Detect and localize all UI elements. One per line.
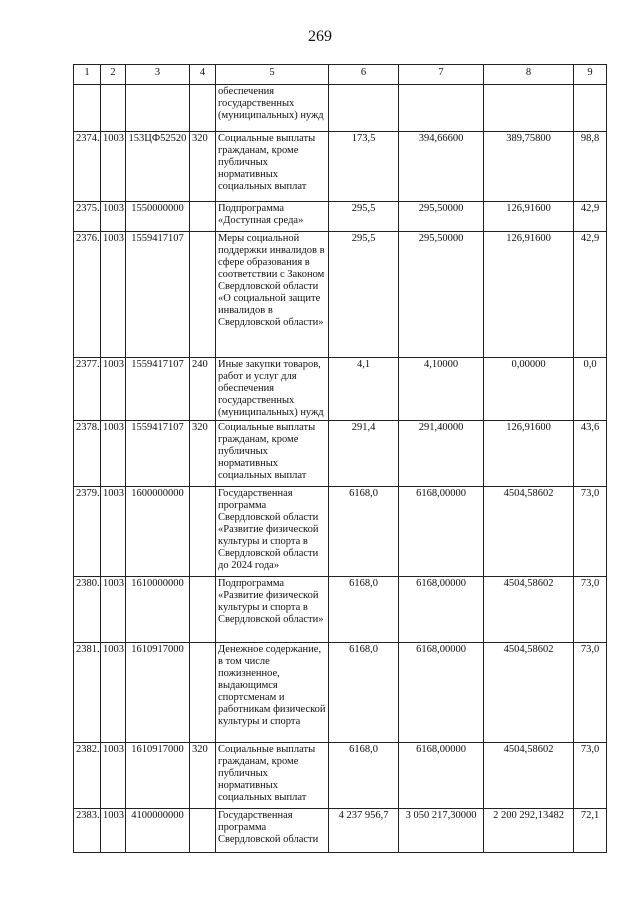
section-code-cell: 1003 xyxy=(101,232,126,358)
target-article-cell: 1610917000 xyxy=(126,743,190,809)
percent-cell: 43,6 xyxy=(574,421,607,487)
target-article-cell xyxy=(126,85,190,132)
percent-cell: 73,0 xyxy=(574,487,607,577)
refined-plan-cell: 6168,00000 xyxy=(399,577,484,643)
executed-amount-cell: 4504,58602 xyxy=(484,487,574,577)
refined-plan-cell: 295,50000 xyxy=(399,232,484,358)
plan-amount-cell: 295,5 xyxy=(329,232,399,358)
plan-amount-cell: 6168,0 xyxy=(329,643,399,743)
column-header: 7 xyxy=(399,65,484,85)
expense-type-cell: 320 xyxy=(190,421,216,487)
plan-amount-cell: 173,5 xyxy=(329,132,399,202)
refined-plan-cell: 3 050 217,30000 xyxy=(399,809,484,853)
plan-amount-cell: 295,5 xyxy=(329,202,399,232)
refined-plan-cell xyxy=(399,85,484,132)
page-number: 269 xyxy=(308,28,332,45)
percent-cell: 73,0 xyxy=(574,577,607,643)
executed-amount-cell: 389,75800 xyxy=(484,132,574,202)
table-row xyxy=(74,487,607,577)
expense-type-cell xyxy=(190,809,216,853)
section-code-cell: 1003 xyxy=(101,643,126,743)
percent-cell: 73,0 xyxy=(574,643,607,743)
column-header: 6 xyxy=(329,65,399,85)
description-cell: Подпрограмма «Доступная среда» xyxy=(216,202,329,232)
percent-cell: 72,1 xyxy=(574,809,607,853)
refined-plan-cell: 4,10000 xyxy=(399,358,484,421)
executed-amount-cell: 4504,58602 xyxy=(484,743,574,809)
column-header: 3 xyxy=(126,65,190,85)
section-code-cell: 1003 xyxy=(101,487,126,577)
expense-type-cell xyxy=(190,85,216,132)
target-article-cell: 1610000000 xyxy=(126,577,190,643)
table-row xyxy=(74,358,607,421)
refined-plan-cell: 6168,00000 xyxy=(399,487,484,577)
expense-type-cell: 320 xyxy=(190,743,216,809)
plan-amount-cell: 6168,0 xyxy=(329,577,399,643)
section-code-cell: 1003 xyxy=(101,809,126,853)
description-cell: Социальные выплаты гражданам, кроме публичных нормативных социальных выплат xyxy=(216,743,329,809)
refined-plan-cell: 394,66600 xyxy=(399,132,484,202)
row-number-cell xyxy=(74,85,101,132)
plan-amount-cell: 4 237 956,7 xyxy=(329,809,399,853)
section-code-cell: 1003 xyxy=(101,421,126,487)
percent-cell: 73,0 xyxy=(574,743,607,809)
description-cell: Подпрограмма «Развитие физической культуры и спорта в Свердловской области» xyxy=(216,577,329,643)
executed-amount-cell: 126,91600 xyxy=(484,202,574,232)
description-cell: Иные закупки товаров, работ и услуг для обеспечения государственных (муниципальных) нужд xyxy=(216,358,329,421)
section-code-cell: 1003 xyxy=(101,202,126,232)
column-header: 5 xyxy=(216,65,329,85)
refined-plan-cell: 6168,00000 xyxy=(399,743,484,809)
executed-amount-cell: 126,91600 xyxy=(484,421,574,487)
description-cell: Государственная программа Свердловской области xyxy=(216,809,329,853)
row-number-cell: 2380. xyxy=(74,577,101,643)
percent-cell: 42,9 xyxy=(574,202,607,232)
percent-cell: 0,0 xyxy=(574,358,607,421)
description-cell: Денежное содержание, в том числе пожизненное, выдающимся спортсменам и работникам физической культуры и спорта xyxy=(216,643,329,743)
expense-type-cell: 320 xyxy=(190,132,216,202)
row-number-cell: 2376. xyxy=(74,232,101,358)
section-code-cell: 1003 xyxy=(101,358,126,421)
section-code-cell: 1003 xyxy=(101,743,126,809)
table-row xyxy=(74,232,607,358)
column-header: 9 xyxy=(574,65,607,85)
refined-plan-cell: 295,50000 xyxy=(399,202,484,232)
target-article-cell: 4100000000 xyxy=(126,809,190,853)
target-article-cell: 1600000000 xyxy=(126,487,190,577)
header-row xyxy=(74,65,607,85)
row-number-cell: 2375. xyxy=(74,202,101,232)
target-article-cell: 1550000000 xyxy=(126,202,190,232)
description-cell: обеспечения государственных (муниципальных) нужд xyxy=(216,85,329,132)
plan-amount-cell: 6168,0 xyxy=(329,487,399,577)
target-article-cell: 1559417107 xyxy=(126,358,190,421)
row-number-cell: 2383. xyxy=(74,809,101,853)
row-number-cell: 2381. xyxy=(74,643,101,743)
refined-plan-cell: 291,40000 xyxy=(399,421,484,487)
percent-cell: 98,8 xyxy=(574,132,607,202)
table-row xyxy=(74,809,607,853)
expense-type-cell xyxy=(190,577,216,643)
table-row xyxy=(74,577,607,643)
expense-type-cell xyxy=(190,202,216,232)
description-cell: Государственная программа Свердловской области «Развитие физической культуры и спорта в Свердловской области до 2024 года» xyxy=(216,487,329,577)
column-header: 8 xyxy=(484,65,574,85)
section-code-cell: 1003 xyxy=(101,132,126,202)
section-code-cell: 1003 xyxy=(101,577,126,643)
table-row xyxy=(74,743,607,809)
target-article-cell: 153ЦФ52520 xyxy=(126,132,190,202)
table-row xyxy=(74,85,607,132)
column-header: 4 xyxy=(190,65,216,85)
table-row xyxy=(74,132,607,202)
expense-type-cell xyxy=(190,232,216,358)
row-number-cell: 2379. xyxy=(74,487,101,577)
refined-plan-cell: 6168,00000 xyxy=(399,643,484,743)
table-row xyxy=(74,643,607,743)
target-article-cell: 1559417107 xyxy=(126,232,190,358)
table-row xyxy=(74,202,607,232)
executed-amount-cell: 126,91600 xyxy=(484,232,574,358)
expense-type-cell xyxy=(190,643,216,743)
table-row xyxy=(74,421,607,487)
plan-amount-cell: 291,4 xyxy=(329,421,399,487)
executed-amount-cell xyxy=(484,85,574,132)
description-cell: Меры социальной поддержки инвалидов в сфере образования в соответствии с Законом Свердловской области «О социальной защите инвалидов в Свердловской области» xyxy=(216,232,329,358)
column-header: 1 xyxy=(74,65,101,85)
executed-amount-cell: 4504,58602 xyxy=(484,577,574,643)
row-number-cell: 2378. xyxy=(74,421,101,487)
percent-cell: 42,9 xyxy=(574,232,607,358)
executed-amount-cell: 0,00000 xyxy=(484,358,574,421)
row-number-cell: 2374. xyxy=(74,132,101,202)
plan-amount-cell: 4,1 xyxy=(329,358,399,421)
plan-amount-cell xyxy=(329,85,399,132)
description-cell: Социальные выплаты гражданам, кроме публичных нормативных социальных выплат xyxy=(216,132,329,202)
description-cell: Социальные выплаты гражданам, кроме публичных нормативных социальных выплат xyxy=(216,421,329,487)
expense-type-cell xyxy=(190,487,216,577)
target-article-cell: 1559417107 xyxy=(126,421,190,487)
expense-type-cell: 240 xyxy=(190,358,216,421)
row-number-cell: 2382. xyxy=(74,743,101,809)
percent-cell xyxy=(574,85,607,132)
budget-table xyxy=(73,64,607,853)
section-code-cell xyxy=(101,85,126,132)
plan-amount-cell: 6168,0 xyxy=(329,743,399,809)
target-article-cell: 1610917000 xyxy=(126,643,190,743)
executed-amount-cell: 2 200 292,13482 xyxy=(484,809,574,853)
column-header: 2 xyxy=(101,65,126,85)
row-number-cell: 2377. xyxy=(74,358,101,421)
executed-amount-cell: 4504,58602 xyxy=(484,643,574,743)
